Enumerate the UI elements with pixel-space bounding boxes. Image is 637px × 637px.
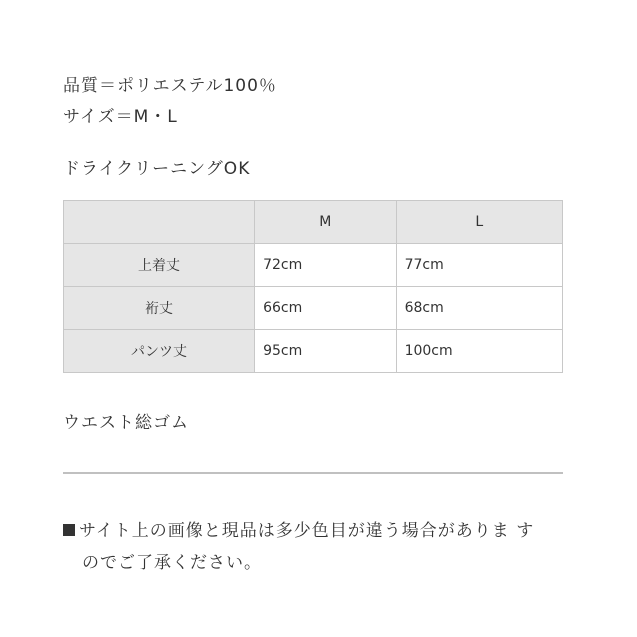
cell-l: 77cm bbox=[396, 244, 562, 287]
table-header-l: L bbox=[396, 201, 562, 244]
size-table bbox=[63, 200, 563, 373]
row-label: パンツ丈 bbox=[64, 330, 255, 373]
black-square-icon bbox=[63, 524, 75, 536]
table-row bbox=[64, 330, 563, 373]
material-spec: 品質＝ポリエステル100％ bbox=[63, 76, 277, 96]
table-header-row bbox=[64, 201, 563, 244]
size-spec: サイズ＝M・L bbox=[63, 107, 178, 127]
divider bbox=[63, 472, 563, 474]
row-label: 上着丈 bbox=[64, 244, 255, 287]
note-line-1 bbox=[63, 516, 534, 541]
cell-l: 68cm bbox=[396, 287, 562, 330]
cleaning-spec: ドライクリーニングOK bbox=[63, 159, 251, 179]
cell-m: 66cm bbox=[255, 287, 397, 330]
table-row bbox=[64, 287, 563, 330]
waist-spec: ウエスト総ゴム bbox=[63, 413, 189, 433]
note-text-1: サイト上の画像と現品は多少色目が違う場合がありま す bbox=[79, 521, 535, 541]
table-header-m: M bbox=[255, 201, 397, 244]
table-header-blank bbox=[64, 201, 255, 244]
cell-l: 100cm bbox=[396, 330, 562, 373]
row-label: 裄丈 bbox=[64, 287, 255, 330]
cell-m: 72cm bbox=[255, 244, 397, 287]
cell-m: 95cm bbox=[255, 330, 397, 373]
table-row bbox=[64, 244, 563, 287]
note-line-2: のでご了承ください。 bbox=[82, 553, 262, 573]
